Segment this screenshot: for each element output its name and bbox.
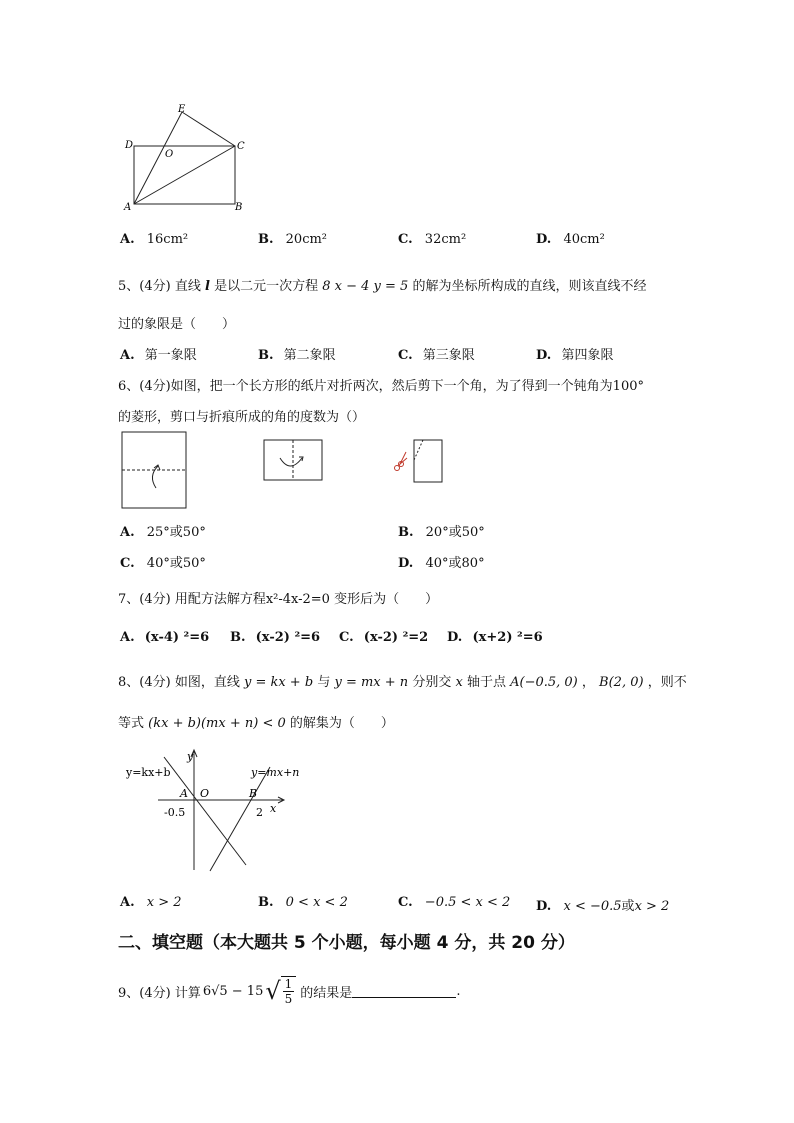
fraction: 1 5 (281, 976, 297, 1006)
label-b: B (235, 202, 243, 213)
q8-stem-line2: 等式 (kx + b)(mx + n) < 0 的解集为（ ） (118, 716, 394, 731)
origin-label: O (200, 787, 210, 800)
cut-line (414, 440, 423, 460)
q7-option-a[interactable]: A. (x-4) ²=6 (120, 630, 210, 645)
q6-option-b[interactable]: B. 20°或50° (398, 525, 485, 540)
q4-option-d[interactable]: D. 40cm² (536, 232, 605, 247)
q5-option-b[interactable]: B. 第二象限 (258, 348, 336, 363)
q6-option-a[interactable]: A. 25°或50° (120, 525, 206, 540)
q8-option-d[interactable]: D. x < −0.5或x > 2 (536, 899, 670, 914)
linear-functions-graph (118, 745, 318, 875)
paper-fold-figures (118, 428, 458, 512)
q6-stem-line1: 6、(4分)如图，把一个长方形的纸片对折两次，然后剪下一个角，为了得到一个钝角为100° (118, 379, 644, 394)
q5-option-c[interactable]: C. 第三象限 (398, 348, 475, 363)
label-e: E (178, 104, 186, 115)
line-y-mx-n (210, 767, 270, 871)
fold-paper-3 (414, 440, 442, 482)
q7-option-c[interactable]: C. (x-2) ²=2 (339, 630, 429, 645)
q7-option-d[interactable]: D. (x+2) ²=6 (447, 630, 543, 645)
label-c: C (237, 141, 245, 152)
tick-two-label: 2 (256, 806, 263, 819)
scissors-icon (395, 452, 408, 471)
equation-label-1: y=kx+b (126, 766, 171, 779)
q4-option-a[interactable]: A. 16cm² (120, 232, 189, 247)
q8-stem-line1: 8、(4分) 如图，直线 y = kx + b 与 y = mx + n 分别交 x 轴于点 A(−0.5, 0) ， B(2, 0) ，则不 (118, 675, 687, 690)
equation-label-2: y=mx+n (251, 766, 300, 779)
q8-option-b[interactable]: B. 0 < x < 2 (258, 895, 348, 910)
q9-stem: 9、(4分) 计算 6√5 − 15 √ 1 5 的结果是 . (118, 977, 461, 1006)
q5-stem-line1: 5、(4分) 直线 l 是以二元一次方程 8 x − 4 y = 5 的解为坐标所构成的直线，则该直线不经 (118, 279, 647, 294)
q6-option-c[interactable]: C. 40°或50° (120, 556, 206, 571)
radical-sign: √ (265, 977, 281, 1005)
label-d: D (125, 140, 134, 151)
answer-blank[interactable] (352, 985, 456, 998)
x-axis-label: x (270, 802, 277, 815)
q7-stem: 7、(4分) 用配方法解方程x²-4x-2=0 变形后为（ ） (118, 592, 439, 607)
q8-option-a[interactable]: A. x > 2 (120, 895, 182, 910)
q6-stem-line2: 的菱形，剪口与折痕所成的角的度数为（） (118, 410, 366, 425)
y-axis-label: y (187, 750, 194, 763)
fold-arrow-1 (152, 466, 158, 488)
q5-option-a[interactable]: A. 第一象限 (120, 348, 197, 363)
q5-stem-line2: 过的象限是（ ） (118, 317, 236, 332)
point-b-label: B (249, 787, 258, 800)
q8-option-c[interactable]: C. −0.5 < x < 2 (398, 895, 511, 910)
point-a-label: A (180, 787, 188, 800)
q4-option-b[interactable]: B. 20cm² (258, 232, 328, 247)
sqrt-fraction (265, 976, 296, 1006)
segment-ec (182, 112, 235, 146)
q7-option-b[interactable]: B. (x-2) ²=6 (230, 630, 321, 645)
fold-arrow-2 (280, 458, 302, 466)
section-heading: 二、填空题（本大题共 5 个小题，每小题 4 分，共 20 分） (118, 933, 575, 953)
label-o: O (165, 149, 174, 160)
q4-option-c[interactable]: C. 32cm² (398, 232, 467, 247)
tick-neg-label: -0.5 (164, 806, 186, 819)
label-a: A (124, 202, 132, 213)
rectangle-fold-figure (118, 100, 258, 215)
q6-option-d[interactable]: D. 40°或80° (398, 556, 485, 571)
q5-option-d[interactable]: D. 第四象限 (536, 348, 614, 363)
